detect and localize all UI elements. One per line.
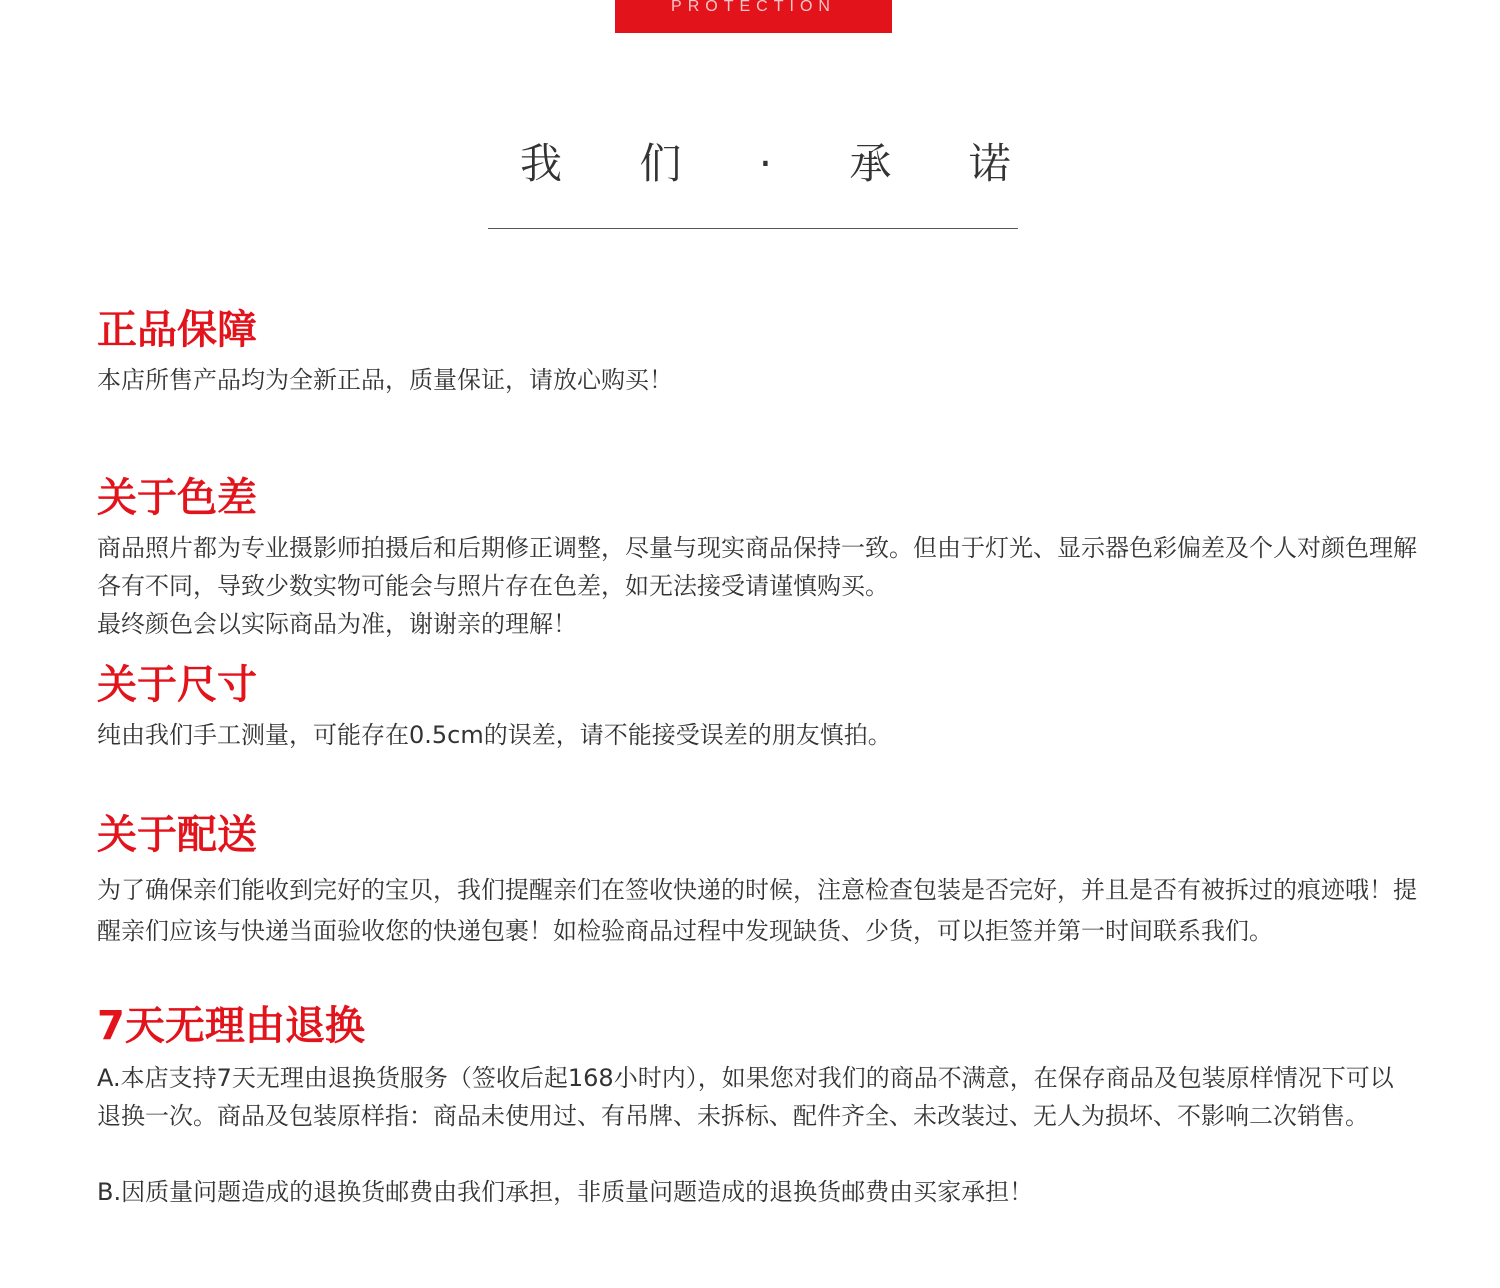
section-paragraph: 商品照片都为专业摄影师拍摄后和后期修正调整，尽量与现实商品保持一致。但由于灯光、显示器色彩偏差及个人对颜色理解各有不同，导致少数实物可能会与照片存在色差，如无法接受请谨慎购买。 <box>97 534 1417 600</box>
section-authentic-guarantee <box>97 307 1417 399</box>
section-body <box>97 529 1417 643</box>
section-body <box>97 361 1417 399</box>
page-title: 我 们 · 承 诺 <box>520 139 1043 188</box>
section-paragraph: 为了确保亲们能收到完好的宝贝，我们提醒亲们在签收快递的时候，注意检查包装是否完好，并且是否有被拆过的痕迹哦！提醒亲们应该与快递当面验收您的快递包裹！如检验商品过程中发现缺货、少货，可以拒签并第一时间联系我们。 <box>97 876 1417 945</box>
section-body <box>97 1059 1417 1211</box>
section-heading: 7天无理由退换 <box>97 1003 365 1049</box>
section-body <box>97 870 1417 952</box>
section-paragraph: B.因质量问题造成的退换货邮费由我们承担，非质量问题造成的退换货邮费由买家承担！ <box>97 1178 1034 1206</box>
section-paragraph: 最终颜色会以实际商品为准，谢谢亲的理解！ <box>97 610 577 638</box>
section-heading: 关于尺寸 <box>97 662 257 708</box>
section-delivery <box>97 812 1417 952</box>
section-heading: 正品保障 <box>97 307 257 353</box>
section-heading: 关于色差 <box>97 475 257 521</box>
title-divider <box>488 228 1018 229</box>
section-size <box>97 662 1417 754</box>
section-color-difference <box>97 475 1417 643</box>
section-heading: 关于配送 <box>97 812 257 858</box>
section-body <box>97 716 1417 754</box>
section-seven-day-return <box>97 1003 1417 1211</box>
section-paragraph: 纯由我们手工测量，可能存在0.5cm的误差，请不能接受误差的朋友慎拍。 <box>97 721 892 749</box>
section-paragraph: 本店所售产品均为全新正品，质量保证，请放心购买！ <box>97 366 673 394</box>
section-paragraph: A.本店支持7天无理由退换货服务（签收后起168小时内），如果您对我们的商品不满意，在保存商品及包装原样情况下可以退换一次。商品及包装原样指：商品未使用过、有吊牌、未拆标、配件齐全、未改装过、无人为损坏、不影响二次销售。 <box>97 1064 1394 1130</box>
banner-text: PROTECTION <box>671 0 836 15</box>
top-banner <box>615 0 892 33</box>
